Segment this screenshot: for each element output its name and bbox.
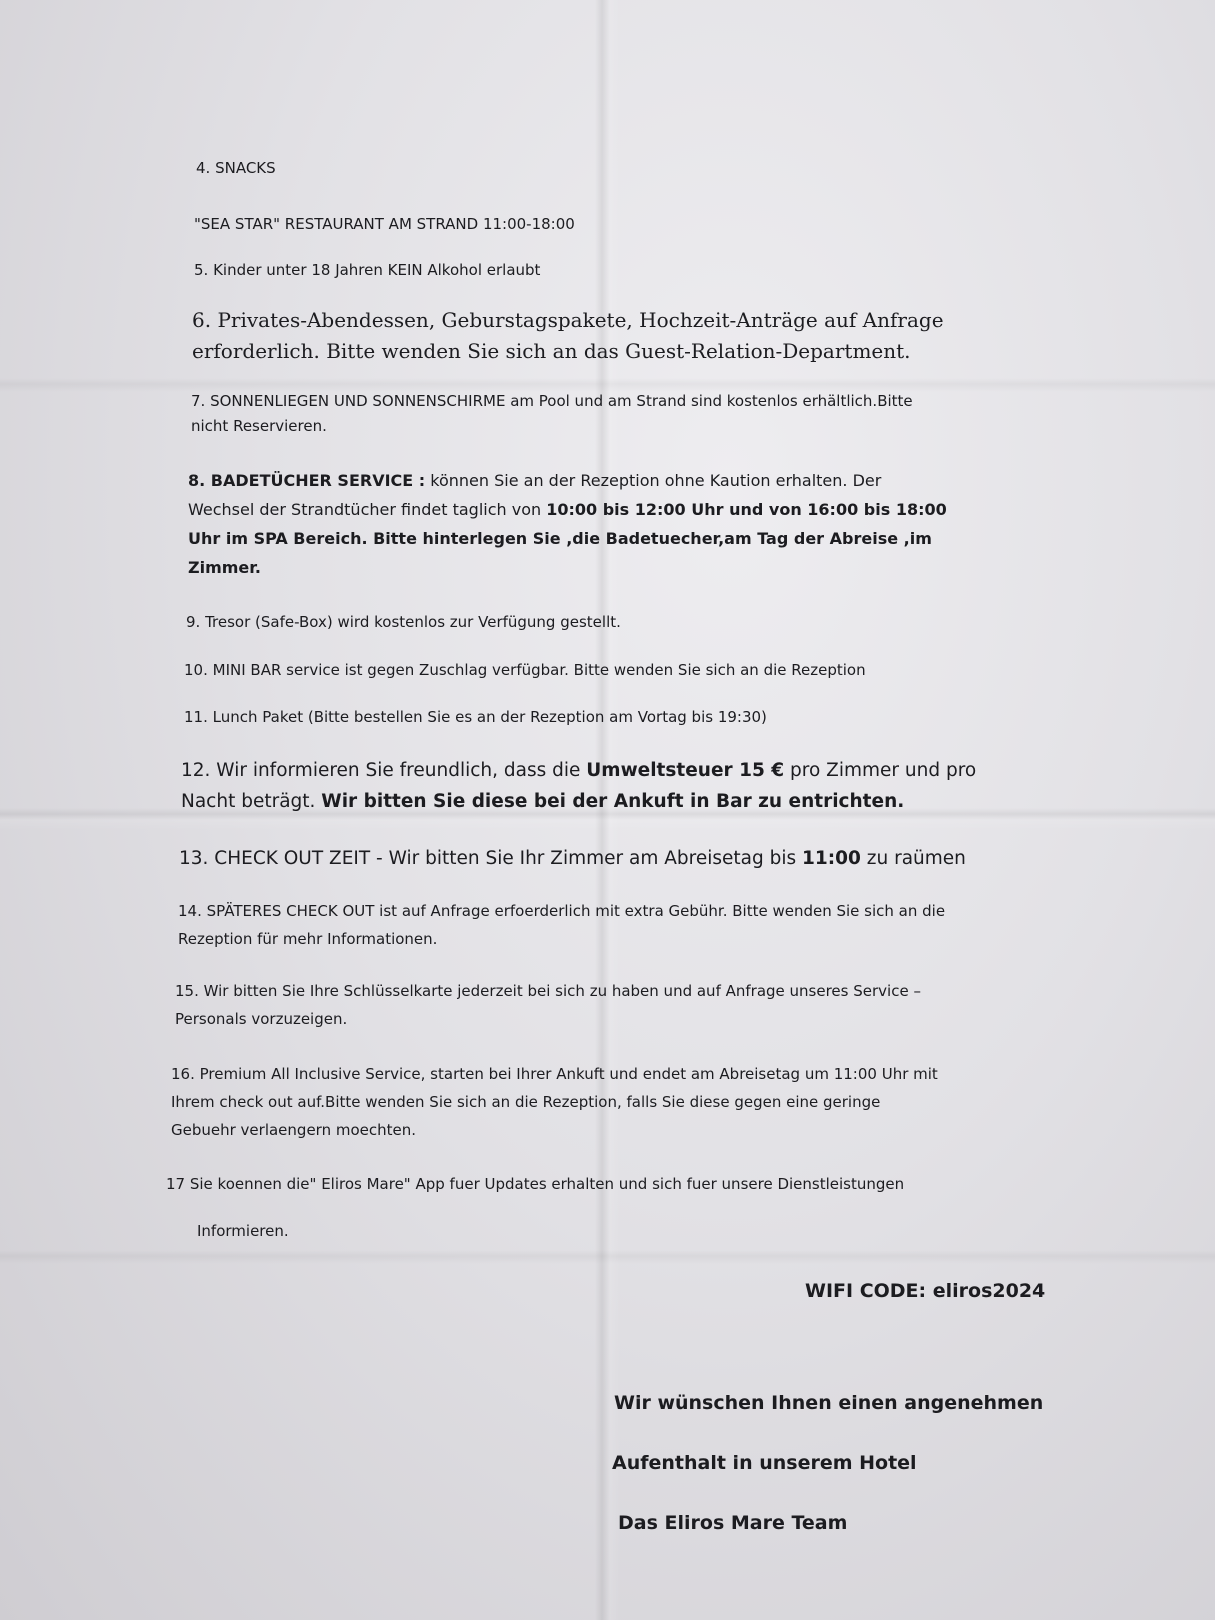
item-15-line-2: Personals vorzuzeigen. [175,1010,348,1028]
item-14-line-2: Rezeption für mehr Informationen. [178,930,438,948]
item-6-line-1: 6. Privates-Abendessen, Geburstagspakete, Hochzeit-Anträge auf Anfrage [192,308,944,332]
item-15-key-card [175,977,921,1033]
sea-star-restaurant-hours: "SEA STAR" RESTAURANT AM STRAND 11:00-18:00 [194,215,575,233]
item-12-environmental-tax [181,755,976,817]
item-14-late-checkout [178,897,945,953]
item-11-lunch-package: 11. Lunch Paket (Bitte bestellen Sie es an der Rezeption am Vortag bis 19:30) [184,708,767,726]
umweltsteuer-amount: Umweltsteuer 15 € [586,760,785,781]
item-14-line-1: 14. SPÄTERES CHECK OUT ist auf Anfrage erfoerderlich mit extra Gebühr. Bitte wenden Sie sich an die [178,902,946,920]
item-7-sunbeds [191,389,913,439]
item-8-line-2-normal: Wechsel der Strandtücher findet taglich von [188,500,547,519]
closing-line-2: Aufenthalt in unserem Hotel [612,1452,917,1474]
item-16-line-2: Ihrem check out auf.Bitte wenden Sie sich an die Rezeption, falls Sie diese gegen eine geringe [171,1093,881,1111]
item-7-line-2: nicht Reservieren. [191,417,327,435]
item-17-line-1: 17 Sie koennen die" Eliros Mare" App fuer Updates erhalten und sich fuer unsere Dienstleistungen [166,1175,905,1193]
item-8-line-1 [188,466,947,495]
closing-signature: Das Eliros Mare Team [618,1512,848,1534]
item-17-app-updates [166,1172,904,1244]
item-8-line-1-rest: können Sie an der Rezeption ohne Kaution erhalten. Der [425,471,882,490]
item-8-line-3: Uhr im SPA Bereich. Bitte hinterlegen Sie ,die Badetuecher,am Tag der Abreise ,im [188,529,932,548]
wifi-code: WIFI CODE: eliros2024 [805,1280,1046,1302]
item-4-snacks: 4. SNACKS [196,159,276,177]
item-6-private-dinners [192,305,944,367]
item-16-line-1: 16. Premium All Inclusive Service, starten bei Ihrer Ankuft und endet am Abreisetag um 11:00 Uhr mit [171,1065,938,1083]
item-12-line-2: Nacht beträgt. Wir bitten Sie diese bei der Ankuft in Bar zu entrichten. [181,791,905,812]
item-5-alcohol-rule: 5. Kinder unter 18 Jahren KEIN Alkohol erlaubt [194,261,541,279]
item-8-bath-towels [188,466,947,582]
item-7-line-1: 7. SONNENLIEGEN UND SONNENSCHIRME am Pool und am Strand sind kostenlos erhältlich.Bitte [191,392,913,410]
item-8-line-4: Zimmer. [188,558,261,577]
item-17-line-2: Informieren. [197,1222,289,1240]
closing-line-1: Wir wünschen Ihnen einen angenehmen [614,1392,1044,1414]
checkout-time-value: 11:00 [802,848,861,869]
item-10-minibar: 10. MINI BAR service ist gegen Zuschlag verfügbar. Bitte wenden Sie sich an die Rezeption [184,661,866,679]
item-8-line-2-bold: 10:00 bis 12:00 Uhr und von 16:00 bis 18:00 [546,500,947,519]
item-12-line-1: 12. Wir informieren Sie freundlich, dass die Umweltsteuer 15 € pro Zimmer und pro [181,760,977,781]
item-8-bold-lead: 8. BADETÜCHER SERVICE : [188,471,426,490]
item-6-line-2: erforderlich. Bitte wenden Sie sich an das Guest-Relation-Department. [192,339,911,363]
item-9-safe-box: 9. Tresor (Safe-Box) wird kostenlos zur Verfügung gestellt. [186,613,621,631]
item-16-line-3: Gebuehr verlaengern moechten. [171,1121,417,1139]
item-15-line-1: 15. Wir bitten Sie Ihre Schlüsselkarte jederzeit bei sich zu haben und auf Anfrage unseres Service – [175,982,921,1000]
item-8-line-2 [188,495,947,524]
item-16-all-inclusive [171,1060,938,1144]
item-13-checkout-time: 13. CHECK OUT ZEIT - Wir bitten Sie Ihr Zimmer am Abreisetag bis 11:00 zu raümen [179,848,966,869]
